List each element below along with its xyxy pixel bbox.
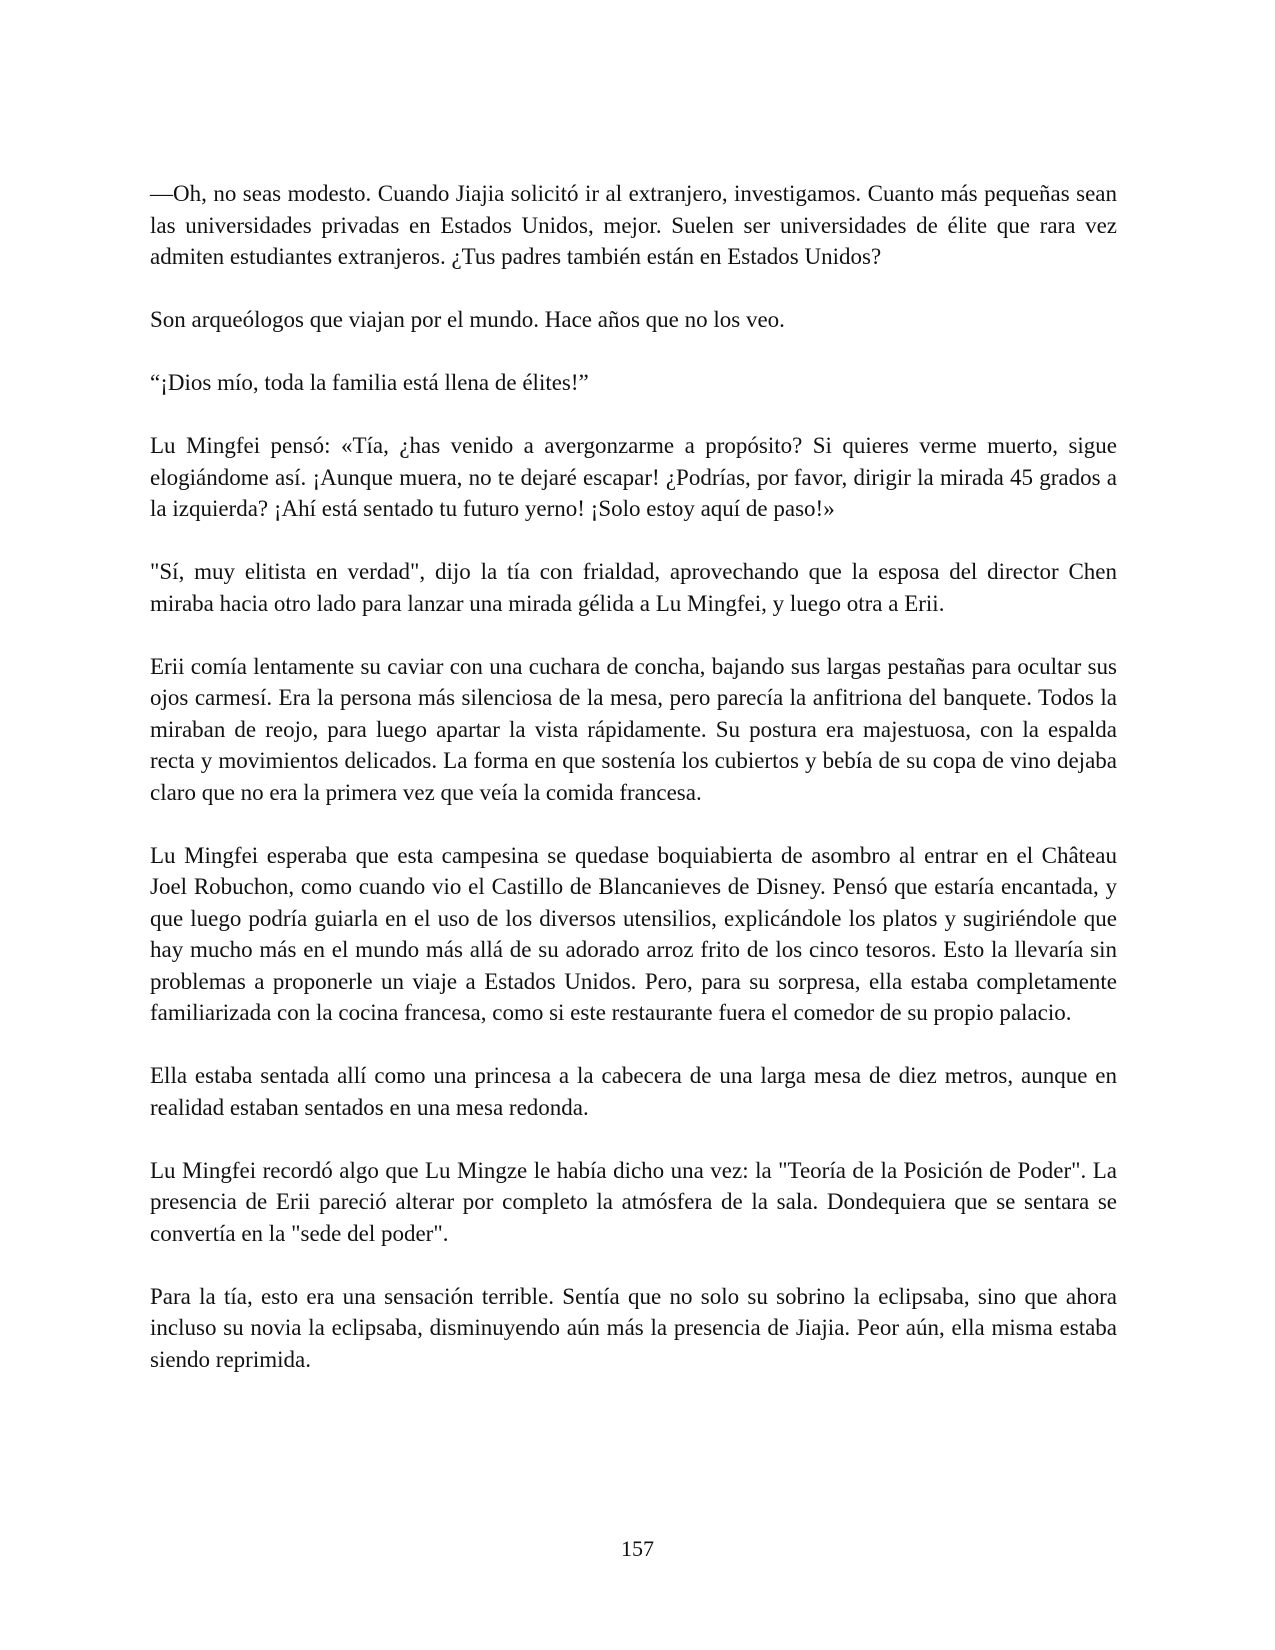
paragraph: Ella estaba sentada allí como una princesa a la cabecera de una larga mesa de diez metros, aunque en realidad estaban sentados en una mesa redonda. [150,1063,1117,1120]
page-number: 157 [621,1536,654,1561]
paragraph: "Sí, muy elitista en verdad", dijo la tía con frialdad, aprovechando que la esposa del director Chen miraba hacia otro lado para lanzar una mirada gélida a Lu Mingfei, y luego otra a Erii. [150,559,1117,616]
body-text [150,178,1117,1375]
paragraph: Lu Mingfei esperaba que esta campesina se quedase boquiabierta de asombro al entrar en el Château Joel Robuchon, como cuando vio el Castillo de Blancanieves de Disney. Pensó que estaría encantada, y que luego podría guiarla en el uso de los diversos utensilios, explicándole los platos y sugiriéndole que hay mucho más en el mundo más allá de su adorado arroz frito de los cinco tesoros. Esto la llevaría sin problemas a proponerle un viaje a Estados Unidos. Pero, para su sorpresa, ella estaba completamente familiarizada con la cocina francesa, como si este restaurante fuera el comedor de su propio palacio. [150,842,1117,1025]
paragraph: Lu Mingfei pensó: «Tía, ¿has venido a avergonzarme a propósito? Si quieres verme muerto, sigue elogiándome así. ¡Aunque muera, no te dejaré escapar! ¿Podrías, por favor, dirigir la mirada 45 grados a la izquierda? ¡Ahí está sentado tu futuro yerno! ¡Solo estoy aquí de paso!» [150,433,1117,521]
paragraph: Erii comía lentamente su caviar con una cuchara de concha, bajando sus largas pestañas para ocultar sus ojos carmesí. Era la persona más silenciosa de la mesa, pero parecía la anfitriona del banquete. Todos la miraban de reojo, para luego apartar la vista rápidamente. Su postura era majestuosa, con la espalda recta y movimientos delicados. La forma en que sostenía los cubiertos y bebía de su copa de vino dejaba claro que no era la primera vez que veía la comida francesa. [150,653,1117,805]
paragraph: Son arqueólogos que viajan por el mundo. Hace años que no los veo. [150,307,785,332]
paragraph: “¡Dios mío, toda la familia está llena de élites!” [150,370,589,395]
paragraph: —Oh, no seas modesto. Cuando Jiajia solicitó ir al extranjero, investigamos. Cuanto más pequeñas sean las universidades privadas en Estados Unidos, mejor. Suelen ser universidades de élite que rara vez admiten estudiantes extranjeros. ¿Tus padres también están en Estados Unidos? [150,181,1117,269]
paragraph: Lu Mingfei recordó algo que Lu Mingze le había dicho una vez: la "Teoría de la Posición de Poder". La presencia de Erii pareció alterar por completo la atmósfera de la sala. Dondequiera que se sentara se convertía en la "sede del poder". [150,1157,1117,1246]
paragraph: Para la tía, esto era una sensación terrible. Sentía que no solo su sobrino la eclipsaba, sino que ahora incluso su novia la eclipsaba, disminuyendo aún más la presencia de Jiajia. Peor aún, ella misma estaba siendo reprimida. [150,1283,1117,1372]
